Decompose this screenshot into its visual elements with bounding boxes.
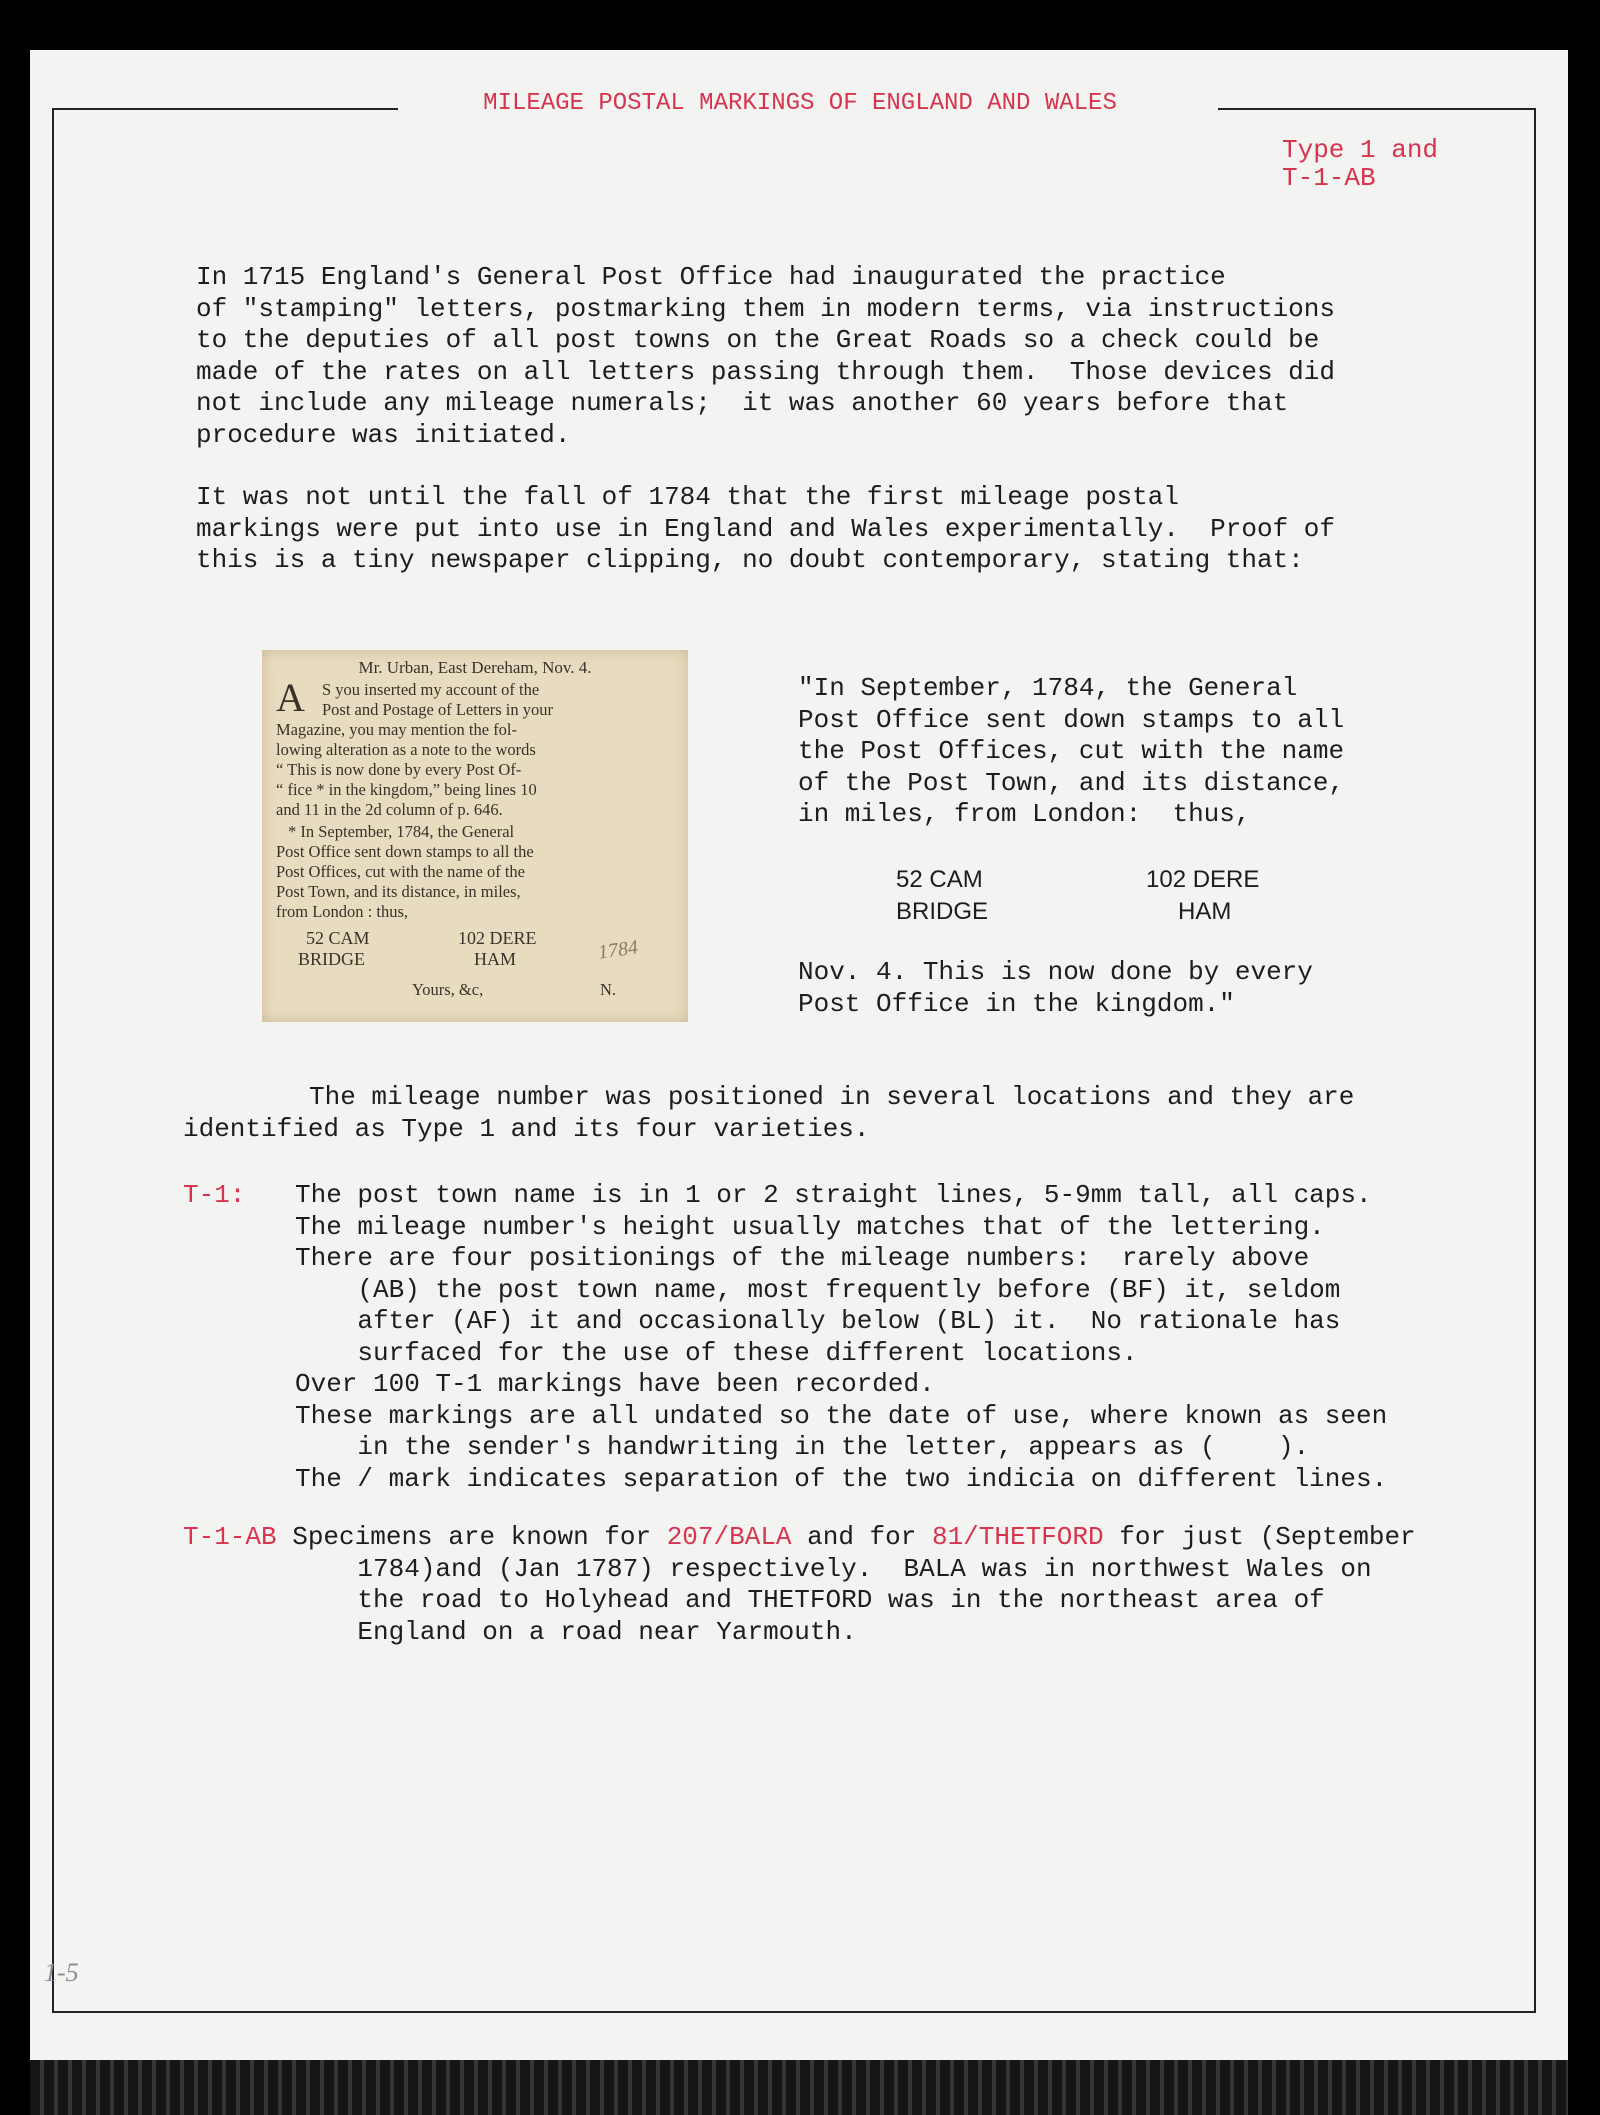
frame-right xyxy=(1534,108,1536,2013)
clipping-line: Post Town, and its distance, in miles, xyxy=(276,882,521,901)
frame-left xyxy=(52,108,54,2013)
clipping-line: Post and Postage of Letters in your xyxy=(322,700,553,719)
clipping-dropcap: A xyxy=(276,675,305,720)
clipping-line: * In September, 1784, the General xyxy=(288,822,515,841)
clipping-line: Magazine, you may mention the fol- xyxy=(276,720,518,739)
clipping-line: and 11 in the 2d column of p. 646. xyxy=(276,800,503,819)
clipping-line: “ This is now done by every Post Of- xyxy=(276,760,522,779)
clipping-signoff: Yours, &c, xyxy=(412,980,484,999)
clipping-line: Post Office sent down stamps to all the xyxy=(276,842,534,861)
clipping-line: Post Offices, cut with the name of the xyxy=(276,862,525,881)
clipping-line: lowing alteration as a note to the words xyxy=(276,740,536,759)
type-heading-line-2: T-1-AB xyxy=(1282,163,1376,193)
clipping-stamp-left-1: 52 CAM xyxy=(306,928,370,948)
t1ab-label: T-1-AB xyxy=(183,1522,277,1552)
perforation-strip xyxy=(30,2060,1568,2115)
specimen-thetford: 81/THETFORD xyxy=(931,1522,1104,1552)
page-title: MILEAGE POSTAL MARKINGS OF ENGLAND AND WALES xyxy=(483,90,1117,117)
frame-bottom xyxy=(52,2011,1536,2013)
quote-stamp-right: 102 DERE HAM xyxy=(1146,866,1260,925)
clipping-stamp-right-2: HAM xyxy=(474,949,517,969)
pencil-page-note: 1-5 xyxy=(44,1958,79,1987)
type-heading xyxy=(1282,136,1438,192)
clipping-initial: N. xyxy=(600,980,617,999)
clipping-line: S you inserted my account of the xyxy=(322,680,540,699)
t1-description: The post town name is in 1 or 2 straight lines, 5-9mm tall, all caps. The mileage number's height usually matches that of the lettering. There are four positionings of the mileage numbers: rarely above (AB) the post town name, most frequently before (BF) it, seldom after (AF) it and occasionally below (BL) it. No rationale has surfaced for the use of these different locations. Over 100 T-1 markings have been recorded. These markings are all undated so the date of use, where known as seen in the sender's handwriting in the letter, appears as ( ). The / mark indicates separation of the two indicia on different lines. xyxy=(295,1180,1388,1494)
clipping-stamp-left-2: BRIDGE xyxy=(298,949,365,969)
clipping-heading: Mr. Urban, East Dereham, Nov. 4. xyxy=(358,658,592,677)
clipping-pencil-year: 1784 xyxy=(596,936,640,964)
clipping-line: from London : thus, xyxy=(276,902,408,921)
clipping-line: “ fice * in the kingdom,” being lines 10 xyxy=(276,780,537,799)
intro-paragraph-1: In 1715 England's General Post Office had inaugurated the practice of "stamping" letters, postmarking them in modern terms, via instructions to the deputies of all post towns on the Great Roads so a check could be made of the rates on all letters passing through them. Those devices did not include any mileage numerals; it was another 60 years before that procedure was initiated. xyxy=(196,262,1335,450)
t1ab-section: T-1-AB Specimens are known for 207/BALA and for 81/THETFORD for just (September 1784)and (Jan 1787) respectively. BALA was in northwest Wales on the road to Holyhead and THETFORD was in the northeast area of England on a road near Yarmouth. xyxy=(183,1522,1416,1647)
intro-paragraph-2: It was not until the fall of 1784 that the first mileage postal markings were put into use in England and Wales experimentally. Proof of this is a tiny newspaper clipping, no doubt contemporary, stating that: xyxy=(196,482,1335,575)
quote-text: "In September, 1784, the General Post Office sent down stamps to all the Post Offices, cut with the name of the Post Town, and its distance, in miles, from London: thus, xyxy=(798,673,1345,829)
specimen-bala: 207/BALA xyxy=(666,1522,792,1552)
clipping-stamp-right-1: 102 DERE xyxy=(458,928,537,948)
types-intro: The mileage number was positioned in several locations and they are identified as Type 1 and its four varieties. xyxy=(183,1082,1355,1144)
t1-label: T-1: xyxy=(183,1180,246,1210)
quote-stamp-left: 52 CAM BRIDGE xyxy=(896,866,989,925)
newspaper-clipping xyxy=(262,650,688,1022)
quote-closing: Nov. 4. This is now done by every Post Office in the kingdom." xyxy=(798,957,1313,1019)
type-heading-line-1: Type 1 and xyxy=(1282,135,1439,165)
